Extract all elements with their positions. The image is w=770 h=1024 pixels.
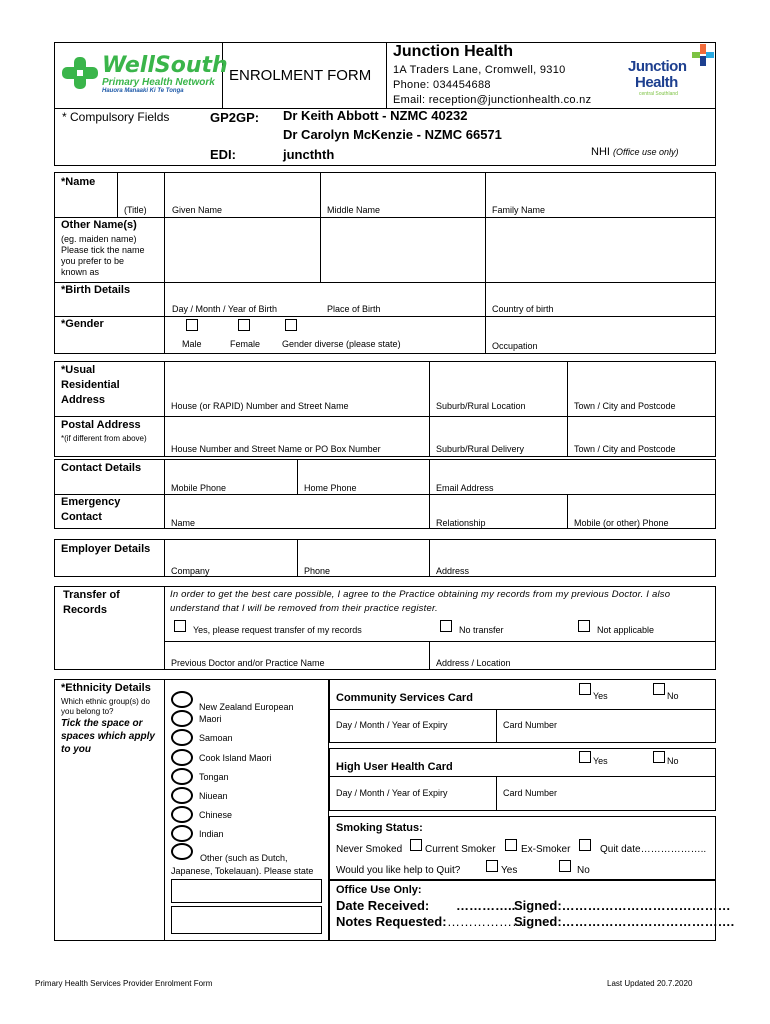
postal-house-hint[interactable]: House Number and Street Name or PO Box Number (171, 444, 381, 454)
contact-details-label: Contact Details (61, 462, 142, 474)
ethnicity-option-label: Maori (199, 714, 222, 724)
employer-details-label: Employer Details (61, 543, 151, 555)
home-phone-hint[interactable]: Home Phone (304, 483, 357, 493)
ethnicity-option-radio[interactable] (171, 768, 193, 785)
community-card-number-hint[interactable]: Card Number (503, 720, 558, 730)
ethnicity-note-2: you belong to? (61, 707, 114, 716)
huhc-number-divider (496, 776, 497, 811)
signed-2-field[interactable]: Signed:…………………………………. (514, 914, 735, 929)
other-names-label: Other Name(s) (61, 219, 137, 231)
transfer-label-2: Records (63, 604, 108, 616)
ethnicity-option-radio[interactable] (171, 825, 193, 842)
huhc-expiry-hint[interactable]: Day / Month / Year of Expiry (336, 788, 448, 798)
employer-phone-hint[interactable]: Phone (304, 566, 331, 576)
huhc-number-hint[interactable]: Card Number (503, 788, 558, 798)
house-street-hint[interactable]: House (or RAPID) Number and Street Name (171, 401, 349, 411)
postal-address-note: *(if different from above) (61, 434, 147, 443)
name-row-divider (54, 217, 716, 218)
ethnicity-other-label-2: Japanese, Tokelauan). Please state (171, 866, 314, 876)
wellsouth-subtitle: Primary Health Network (102, 77, 215, 88)
ethnicity-tick-3: to you (61, 744, 91, 755)
wellsouth-name: WellSouth (102, 53, 228, 78)
emergency-name-hint[interactable]: Name (171, 518, 196, 528)
gp2gp-doctor-1: Dr Keith Abbott - NZMC 40232 (283, 108, 468, 123)
notes-requested-label: Notes Requested: (336, 914, 447, 929)
transfer-na-label: Not applicable (597, 625, 655, 635)
compulsory-fields-note: * Compulsory Fields (62, 110, 170, 124)
community-card-yes-label: Yes (593, 691, 608, 701)
transfer-consent-1: In order to get the best care possible, I agree to the Practice obtaining my records from my previous Doctor. I also (170, 589, 671, 600)
help-quit-no-label: No (577, 865, 590, 876)
community-card-no-label: No (667, 691, 679, 701)
ethnicity-option-label: Cook Island Maori (199, 753, 272, 763)
transfer-na-checkbox[interactable] (578, 620, 590, 632)
usual-address-label-1: *Usual (61, 364, 96, 376)
birth-details-label: *Birth Details (61, 284, 131, 296)
transfer-address-divider (429, 641, 430, 670)
ethnicity-option-radio[interactable] (171, 787, 193, 804)
huhc-divider (329, 776, 716, 777)
employer-address-divider (429, 539, 430, 577)
community-card-yes-checkbox[interactable] (579, 683, 591, 695)
ethnicity-other-radio[interactable] (171, 843, 193, 860)
practice-email: Email: reception@junctionhealth.co.nz (393, 94, 592, 106)
transfer-yes-checkbox[interactable] (174, 620, 186, 632)
middle-name-hint[interactable]: Middle Name (327, 205, 381, 215)
ethnicity-option-radio[interactable] (171, 710, 193, 727)
current-smoker-label: Current Smoker (425, 844, 496, 855)
gp2gp-doctor-2: Dr Carolyn McKenzie - NZMC 66571 (283, 127, 502, 142)
huhc-yes-label: Yes (593, 756, 608, 766)
footer-form-name: Primary Health Services Provider Enrolment Form (35, 979, 213, 988)
practice-name: Junction Health (393, 43, 514, 60)
birth-row-divider (54, 316, 716, 317)
help-quit-no-checkbox[interactable] (559, 860, 571, 872)
header-divider-2 (386, 42, 387, 108)
other-names-note-2: Please tick the name (61, 245, 145, 255)
ethnicity-option-radio[interactable] (171, 691, 193, 708)
usual-address-label-3: Address (61, 394, 106, 406)
jh-logo-line1: Junction (628, 58, 687, 75)
form-title: ENROLMENT FORM (229, 67, 372, 84)
notes-requested-field[interactable]: ……………… (447, 914, 525, 929)
suburb-hint[interactable]: Suburb/Rural Location (436, 401, 526, 411)
smoking-label: Smoking Status: (336, 822, 423, 834)
address-suburb-divider (429, 361, 430, 457)
ex-smoker-label: Ex-Smoker (521, 844, 571, 855)
transfer-label-1: Transfer of (63, 589, 120, 601)
emergency-phone-divider (567, 494, 568, 529)
gender-label: *Gender (61, 318, 104, 330)
ethnicity-option-radio[interactable] (171, 729, 193, 746)
community-card-expiry-hint[interactable]: Day / Month / Year of Expiry (336, 720, 448, 730)
name-label: *Name (61, 176, 96, 188)
email-hint[interactable]: Email Address (436, 483, 494, 493)
never-smoked-checkbox[interactable] (410, 839, 422, 851)
town-hint[interactable]: Town / City and Postcode (574, 401, 676, 411)
given-name-hint[interactable]: Given Name (172, 205, 223, 215)
never-smoked-label: Never Smoked (336, 844, 403, 855)
help-quit-yes-checkbox[interactable] (486, 860, 498, 872)
ethnicity-option-label: Niuean (199, 791, 228, 801)
nhi-text: NHI (591, 146, 610, 158)
junction-cross-icon (692, 44, 714, 66)
community-card-no-checkbox[interactable] (653, 683, 665, 695)
huhc-label: High User Health Card (336, 761, 453, 773)
jh-logo-tagline: central Southland (639, 91, 678, 97)
mobile-phone-hint[interactable]: Mobile Phone (171, 483, 227, 493)
male-checkbox[interactable] (186, 319, 198, 331)
gender-diverse-label: Gender diverse (please state) (282, 339, 401, 349)
dob-hint[interactable]: Day / Month / Year of Birth (172, 304, 278, 314)
other-names-note-1: (eg. maiden name) (61, 234, 137, 244)
company-hint[interactable]: Company (171, 566, 210, 576)
emergency-contact-label-1: Emergency (61, 496, 121, 508)
help-quit-label: Would you like help to Quit? (336, 865, 461, 876)
name-label-divider (164, 172, 165, 354)
current-smoker-checkbox[interactable] (505, 839, 517, 851)
junction-health-logo (626, 44, 716, 100)
community-card-label: Community Services Card (336, 692, 473, 704)
contact-row-divider (54, 494, 716, 495)
other-names-note-4: known as (61, 267, 100, 277)
previous-doctor-hint[interactable]: Previous Doctor and/or Practice Name (171, 658, 325, 668)
ethnicity-option-label: Chinese (199, 810, 233, 820)
family-name-divider (485, 172, 486, 354)
ethnicity-note-1: Which ethnic group(s) do (61, 697, 150, 706)
ethnicity-other-box-2[interactable] (171, 906, 322, 934)
employer-label-divider (164, 539, 165, 577)
employer-address-hint[interactable]: Address (436, 566, 470, 576)
transfer-no-checkbox[interactable] (440, 620, 452, 632)
ethnicity-tick-1: Tick the space or (61, 718, 143, 729)
date-received-field[interactable]: ………….. (456, 898, 516, 913)
female-label: Female (230, 339, 261, 349)
postal-town-hint[interactable]: Town / City and Postcode (574, 444, 676, 454)
jh-logo-line2: Health (635, 74, 678, 91)
address-row-divider (54, 416, 716, 417)
ethnicity-option-label: Samoan (199, 733, 233, 743)
huhc-yes-checkbox[interactable] (579, 751, 591, 763)
ethnicity-label: *Ethnicity Details (61, 682, 151, 694)
ex-smoker-checkbox[interactable] (579, 839, 591, 851)
transfer-label-divider (164, 586, 165, 670)
ethnicity-option-label: Indian (199, 829, 224, 839)
postal-address-label: Postal Address (61, 419, 141, 431)
occupation-hint[interactable]: Occupation (492, 341, 538, 351)
transfer-row-divider (164, 641, 716, 642)
edi-label: EDI: (210, 147, 236, 162)
employer-phone-divider (297, 539, 298, 577)
nhi-note: (Office use only) (613, 147, 679, 157)
ethnicity-option-radio[interactable] (171, 806, 193, 823)
community-card-divider (329, 709, 716, 710)
address-label-divider (164, 361, 165, 457)
cob-hint[interactable]: Country of birth (492, 304, 554, 314)
help-quit-yes-label: Yes (501, 865, 518, 876)
other-names-note-3: you prefer to be (61, 256, 125, 266)
huhc-no-label: No (667, 756, 679, 766)
personal-details-frame (54, 172, 716, 354)
contact-home-divider (297, 459, 298, 494)
ethnicity-option-label: New Zealand European (199, 702, 294, 712)
transfer-yes-label: Yes, please request transfer of my records (193, 625, 362, 635)
male-label: Male (182, 339, 202, 349)
title-hint: (Title) (124, 205, 147, 215)
employer-frame (54, 539, 716, 577)
address-town-divider (567, 361, 568, 457)
postal-suburb-hint[interactable]: Suburb/Rural Delivery (436, 444, 525, 454)
usual-address-label-2: Residential (61, 379, 120, 391)
ethnicity-tick-2: spaces which apply (61, 731, 155, 742)
practice-address: 1A Traders Lane, Cromwell, 9310 (393, 64, 566, 76)
ethnicity-other-label-1: Other (such as Dutch, (200, 853, 288, 863)
other-names-row-divider (54, 282, 716, 283)
office-use-label: Office Use Only: (336, 884, 422, 896)
ethnicity-label-divider (164, 679, 165, 941)
edi-value: juncthth (283, 147, 335, 162)
transfer-no-label: No transfer (459, 625, 504, 635)
gender-diverse-checkbox[interactable] (285, 319, 297, 331)
practice-phone: Phone: 034454688 (393, 79, 491, 91)
quit-date-field[interactable]: Quit date……………….. (600, 844, 707, 855)
community-card-number-divider (496, 709, 497, 743)
name-title-divider (117, 172, 118, 217)
previous-address-hint[interactable]: Address / Location (436, 658, 511, 668)
female-checkbox[interactable] (238, 319, 250, 331)
transfer-consent-2: understand that I will be removed from their practice register. (170, 603, 438, 614)
wellsouth-logo (60, 53, 228, 95)
ethnicity-option-label: Tongan (199, 772, 229, 782)
pob-hint[interactable]: Place of Birth (327, 304, 381, 314)
nhi-label (591, 146, 679, 158)
date-received-label: Date Received: (336, 898, 430, 913)
wellsouth-cross-icon (60, 55, 100, 91)
signed-1-field[interactable]: Signed:………………………………… (514, 898, 731, 913)
middle-name-divider (320, 172, 321, 282)
ethnicity-other-box-1[interactable] (171, 879, 322, 903)
ethnicity-option-radio[interactable] (171, 749, 193, 766)
relationship-hint[interactable]: Relationship (436, 518, 486, 528)
emergency-contact-label-2: Contact (61, 511, 102, 523)
wellsouth-motto: Hauora Manaaki Ki Te Tonga (102, 88, 184, 94)
emergency-phone-hint[interactable]: Mobile (or other) Phone (574, 518, 669, 528)
huhc-no-checkbox[interactable] (653, 751, 665, 763)
footer-last-updated: Last Updated 20.7.2020 (607, 979, 693, 988)
family-name-hint[interactable]: Family Name (492, 205, 546, 215)
gp2gp-label: GP2GP: (210, 110, 260, 125)
